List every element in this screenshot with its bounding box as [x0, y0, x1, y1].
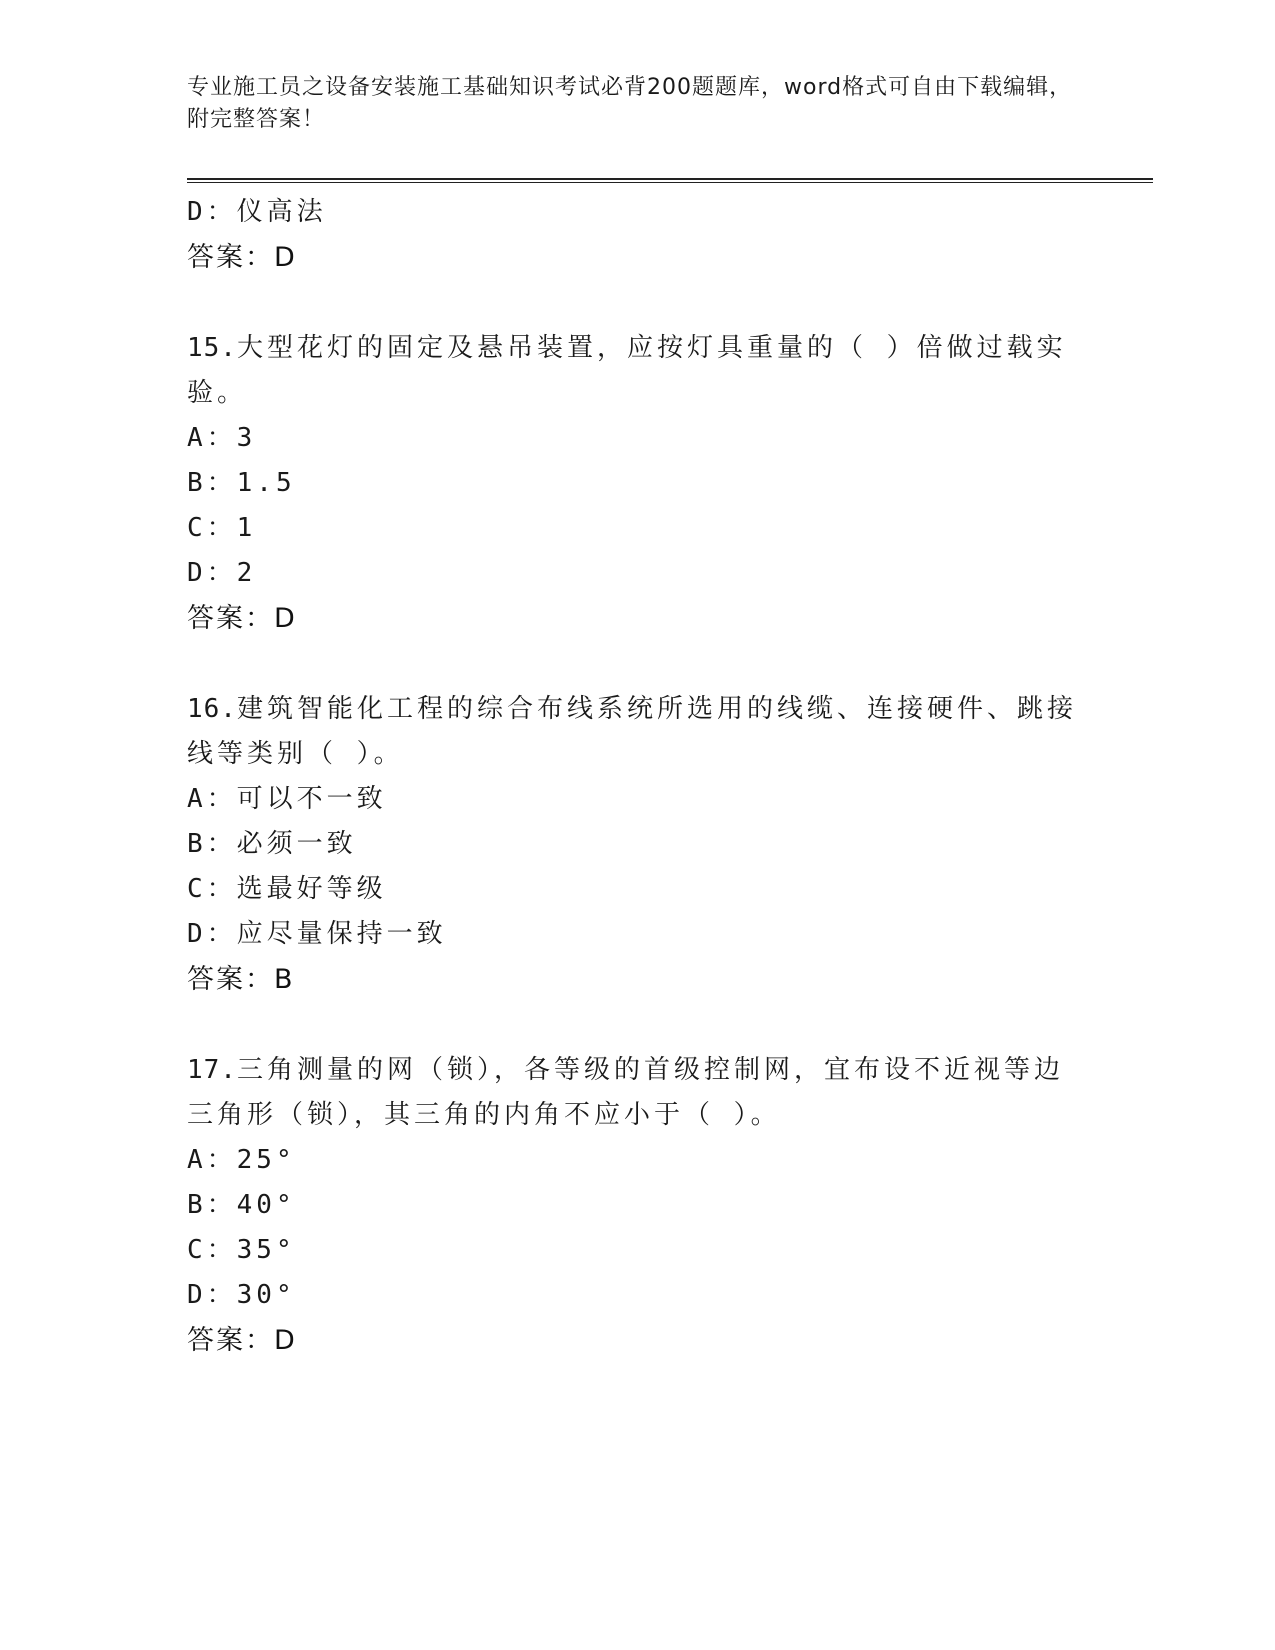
answer-line: 答案：D [187, 242, 297, 273]
question-number: 15. [187, 333, 237, 363]
option-b: B：1.5 [187, 468, 296, 498]
question-stem [187, 326, 1087, 416]
option-c: C：选最好等级 [187, 874, 387, 904]
header-divider [187, 178, 1153, 184]
question-stem [187, 1048, 1087, 1138]
option-a: A：可以不一致 [187, 784, 387, 814]
option-b: B：必须一致 [187, 829, 357, 859]
question-17 [187, 1048, 1087, 1363]
document-content [187, 190, 1087, 1363]
question-16 [187, 687, 1087, 1002]
question-15 [187, 326, 1087, 641]
question-text: 建筑智能化工程的综合布线系统所选用的线缆、连接硬件、跳接线等类别（ ）。 [187, 694, 1077, 769]
question-text: 三角测量的网（锁），各等级的首级控制网，宜布设不近视等边三角形（锁），其三角的内角不应小于（ ）。 [187, 1055, 1064, 1130]
option-c: C：35° [187, 1235, 296, 1265]
option-b: B：40° [187, 1190, 296, 1220]
answer-line: 答案：D [187, 603, 297, 634]
answer-line: 答案：B [187, 964, 295, 995]
option-d: D：30° [187, 1280, 296, 1310]
option-a: A：3 [187, 423, 257, 453]
question-number: 16. [187, 694, 237, 724]
option-d: D：应尽量保持一致 [187, 919, 447, 949]
question-number: 17. [187, 1055, 237, 1085]
option-a: A：25° [187, 1145, 296, 1175]
answer-line: 答案：D [187, 1325, 297, 1356]
option-d: D：2 [187, 558, 257, 588]
question-stem [187, 687, 1087, 777]
page-header-title: 专业施工员之设备安装施工基础知识考试必背200题题库，word格式可自由下载编辑，附完整答案！ [187, 75, 1073, 132]
question-text: 大型花灯的固定及悬吊装置，应按灯具重量的（ ）倍做过载实验。 [187, 333, 1067, 408]
option-c: C：1 [187, 513, 257, 543]
option-d: D：仪高法 [187, 197, 327, 227]
